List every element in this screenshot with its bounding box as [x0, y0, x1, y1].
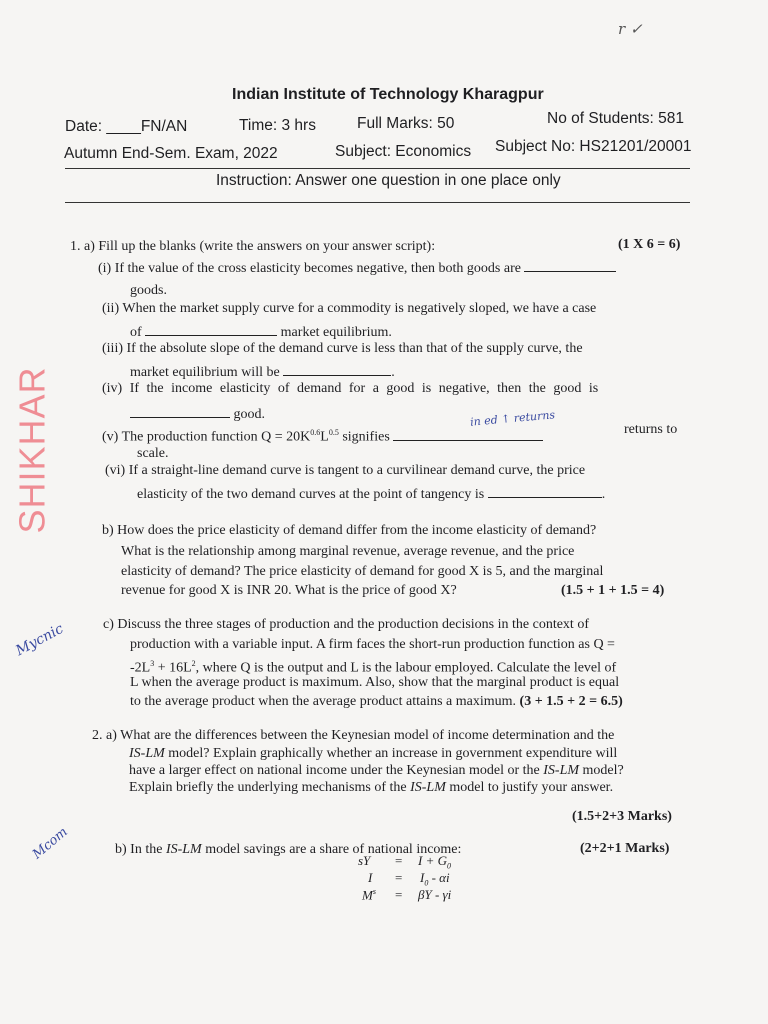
q1c-line5: to the average product when the average product attains a maximum. (3 + 1.5 + 2 = 6.5) — [130, 694, 623, 709]
q1a-v-returns: returns to — [624, 422, 678, 437]
equation-3-sign: = — [395, 887, 403, 902]
q1a-iv-line2: good. — [130, 404, 265, 425]
q1a-vi-line1: (vi) If a straight-line demand curve is tangent to a curvilinear demand curve, the price — [105, 463, 586, 478]
q2a-line2: IS-LM model? Explain graphically whether an increase in government expenditure will — [129, 746, 618, 761]
handwritten-answer-v: in ed ↑ returns — [469, 408, 556, 429]
q1b-line1: b) How does the price elasticity of demand differ from the income elasticity of demand? — [102, 523, 597, 538]
q1a-i-line2: goods. — [130, 283, 167, 298]
q1a-iii-line1: (iii) If the absolute slope of the demand curve is less than that of the supply curve, the — [102, 341, 583, 356]
q1b-line4: revenue for good X is INR 20. What is the price of good X? — [121, 583, 457, 598]
header-rule-top — [65, 168, 690, 169]
watermark-stamp: SHIKHAR — [12, 366, 53, 534]
q1b-line3: elasticity of demand? The price elasticity of demand for good X is 5, and the marginal — [121, 564, 604, 579]
q1a-iv-line1: (iv) If the income elasticity of demand for a good is negative, then the good is — [102, 381, 599, 396]
q2a-line3: have a larger effect on national income under the Keynesian model or the IS-LM model? — [129, 763, 624, 778]
equation-1-rhs: $I + G_0$ — [418, 853, 451, 871]
equation-2-lhs: I — [368, 870, 373, 885]
q1a-ii-line1: (ii) When the market supply curve for a commodity is negatively sloped, we have a case — [102, 301, 597, 316]
equation-1-sign: = — [395, 853, 403, 868]
q1c-line3: $-2L^3 + 16L^2$, where Q is the output and L is the labour employed. Calculate the level of — [130, 659, 617, 676]
q1a-ii-line2: of market equilibrium. — [130, 322, 392, 343]
equation-3-lhs: $M^s$ — [362, 887, 376, 903]
q1a-iii-line2: market equilibrium will be . — [130, 362, 395, 383]
handwritten-margin-note-2: Mcom — [29, 824, 71, 863]
q1a-i-line1: (i) If the value of the cross elasticity becomes negative, then both goods are — [98, 258, 616, 279]
handwritten-margin-note-1: Mycnic — [13, 620, 67, 660]
equation-2-sign: = — [395, 870, 403, 885]
q1a-vi-line2: elasticity of the two demand curves at the point of tangency is . — [137, 484, 605, 505]
q1a-marks: (1 X 6 = 6) — [618, 237, 681, 252]
q1b-marks: (1.5 + 1 + 1.5 = 4) — [561, 583, 665, 598]
q1a-v-line2: scale. — [137, 446, 169, 461]
q1c-line2: production with a variable input. A firm faces the short-run production function as Q = — [130, 637, 615, 652]
handwritten-top-mark: r ✓ — [618, 20, 643, 38]
subject-no-field: Subject No: HS21201/20001 — [495, 138, 692, 155]
equation-3-rhs: βY - γi — [418, 887, 452, 902]
q1c-line1: c) Discuss the three stages of production and the production decisions in the context of — [103, 617, 589, 632]
q2a-marks: (1.5+2+3 Marks) — [572, 809, 672, 824]
date-field: Date: ____FN/AN — [65, 118, 188, 135]
q2b-marks: (2+2+1 Marks) — [580, 841, 670, 856]
q2b-intro: b) In the IS-LM model savings are a share of national income: — [115, 842, 462, 857]
q2a-line4: Explain briefly the underlying mechanisms of the IS-LM model to justify your answer. — [129, 780, 614, 795]
q1b-line2: What is the relationship among marginal revenue, average revenue, and the price — [121, 544, 575, 559]
exam-field: Autumn End-Sem. Exam, 2022 — [64, 145, 278, 162]
institute-title: Indian Institute of Technology Kharagpur — [232, 86, 544, 103]
q2a-line1: 2. a) What are the differences between the Keynesian model of income determination and the — [92, 728, 615, 743]
q1a-intro: 1. a) Fill up the blanks (write the answers on your answer script): — [70, 239, 436, 254]
subject-field: Subject: Economics — [335, 143, 472, 160]
equation-1-lhs: sY — [358, 853, 371, 868]
q1a-v-line1: (v) The production function $Q = 20K^{0.6}L^{0.5}$ signifies — [102, 424, 543, 447]
header-rule-bottom — [65, 202, 690, 203]
equation-2-rhs: $I_0$ - αi — [420, 870, 450, 888]
full-marks-field: Full Marks: 50 — [357, 115, 455, 132]
time-field: Time: 3 hrs — [239, 117, 316, 134]
students-field: No of Students: 581 — [547, 110, 685, 127]
q1c-line4: L when the average product is maximum. Also, show that the marginal product is equal — [130, 675, 620, 690]
instruction-text: Instruction: Answer one question in one place only — [216, 172, 561, 189]
